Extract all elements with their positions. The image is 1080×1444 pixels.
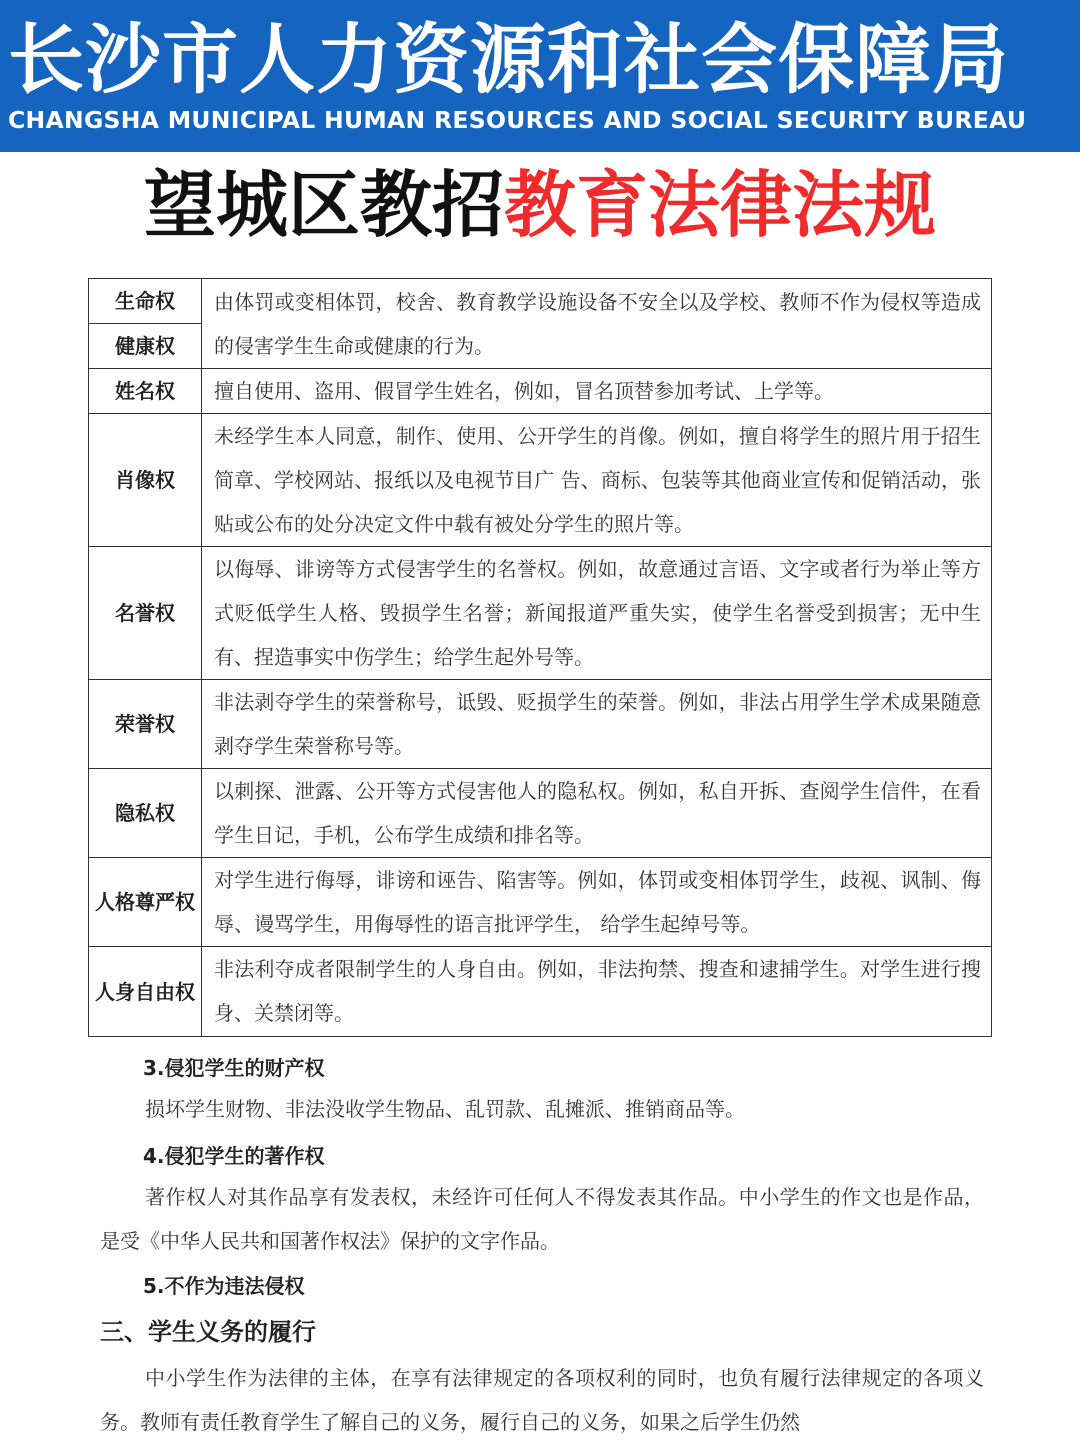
right-desc-cell [202, 858, 992, 947]
right-name: 健康权 [115, 334, 175, 358]
right-name: 名誉权 [115, 601, 175, 625]
right-name-cell [89, 279, 202, 324]
table-row [89, 414, 992, 547]
right-name-cell [89, 369, 202, 414]
section-3-body: 损坏学生财物、非法没收学生物品、乱罚款、乱摊派、推销商品等。 [145, 1097, 745, 1121]
right-desc: 以侮辱、诽谤等方式侵害学生的名誉权。例如，故意通过言语、文字或者行为举止等方式贬低学生人格、毁损学生名誉；新闻报道严重失实，使学生名誉受到损害；无中生有、捏造事实中伤学生；给学生起外号等。 [214, 557, 981, 669]
right-name: 人格尊严权 [95, 890, 195, 914]
right-name: 荣誉权 [115, 712, 175, 736]
right-name: 人身自由权 [95, 979, 195, 1004]
student-rights-table [88, 278, 992, 1037]
right-desc: 擅自使用、盗用、假冒学生姓名，例如，冒名顶替参加考试、上学等。 [214, 379, 834, 403]
header-banner [0, 0, 1080, 152]
right-name-cell [89, 324, 202, 369]
right-desc-cell [202, 547, 992, 680]
section-4-title: 4.侵犯学生的著作权 [143, 1144, 325, 1168]
table-row [89, 369, 992, 414]
right-desc-cell [202, 279, 992, 369]
table-row [89, 858, 992, 947]
right-desc-cell [202, 414, 992, 547]
page-title-highlight: 教育法律法规 [504, 163, 937, 247]
right-desc: 以刺探、泄露、公开等方式侵害他人的隐私权。例如，私自开拆、查阅学生信件，在看学生日记，手机，公布学生成绩和排名等。 [214, 779, 981, 847]
bureau-title-cn: 长沙市人力资源和社会保障局 [8, 15, 1009, 104]
right-name-cell [89, 858, 202, 947]
page-title-prefix: 望城区教招 [143, 163, 504, 247]
table-row [89, 947, 992, 1037]
table-row [89, 769, 992, 858]
right-name-cell [89, 547, 202, 680]
right-desc: 非法剥夺学生的荣誉称号，诋毁、贬损学生的荣誉。例如，非法占用学生学术成果随意剥夺学生荣誉称号等。 [214, 690, 981, 758]
right-name-cell [89, 769, 202, 858]
right-desc: 对学生进行侮辱，诽谤和诬告、陷害等。例如，体罚或变相体罚学生，歧视、讽制、侮辱、谩骂学生，用侮辱性的语言批评学生， 给学生起绰号等。 [214, 868, 981, 936]
right-name: 姓名权 [115, 379, 175, 403]
right-name-cell [89, 680, 202, 769]
right-name-cell [89, 414, 202, 547]
right-desc-cell [202, 680, 992, 769]
right-name-cell [89, 947, 202, 1037]
section-3-title: 3.侵犯学生的财产权 [143, 1056, 325, 1080]
right-desc: 非法利夺成者限制学生的人身自由。例如，非法拘禁、搜查和逮捕学生。对学生进行搜身、关禁闭等。 [214, 957, 981, 1025]
bureau-title-en: CHANGSHA MUNICIPAL HUMAN RESOURCES AND SOCIAL SECURITY BUREAU [8, 106, 1027, 134]
right-desc-cell [202, 769, 992, 858]
page-title [0, 160, 1080, 250]
section-4-body: 著作权人对其作品享有发表权，未经许可任何人不得发表其作品。中小学生的作文也是作品，是受《中华人民共和国著作权法》保护的文字作品。 [100, 1185, 984, 1253]
right-name: 隐私权 [115, 801, 175, 825]
right-desc: 未经学生本人同意，制作、使用、公开学生的肖像。例如，擅自将学生的照片用于招生简章、学校网站、报纸以及电视节目广 告、商标、包装等其他商业宣传和促销活动，张贴或公布的处分决定文件中载有被处分学生的照片等。 [214, 424, 981, 536]
table-row [89, 279, 992, 324]
part-3-body: 中小学生作为法律的主体，在享有法律规定的各项权利的同时，也负有履行法律规定的各项义务。教师有责任教育学生了解自己的义务，履行自己的义务，如果之后学生仍然 [100, 1366, 984, 1434]
section-5-title: 5.不作为违法侵权 [143, 1274, 305, 1298]
table-row [89, 680, 992, 769]
right-desc-cell [202, 947, 992, 1037]
part-3-heading: 三、学生义务的履行 [100, 1318, 316, 1346]
right-name: 肖像权 [115, 468, 175, 492]
table-row [89, 547, 992, 680]
right-desc-cell [202, 369, 992, 414]
right-desc: 由体罚或变相体罚，校舍、教育教学设施设备不安全以及学校、教师不作为侵权等造成的侵害学生生命或健康的行为。 [214, 289, 981, 358]
right-name: 生命权 [115, 289, 175, 313]
